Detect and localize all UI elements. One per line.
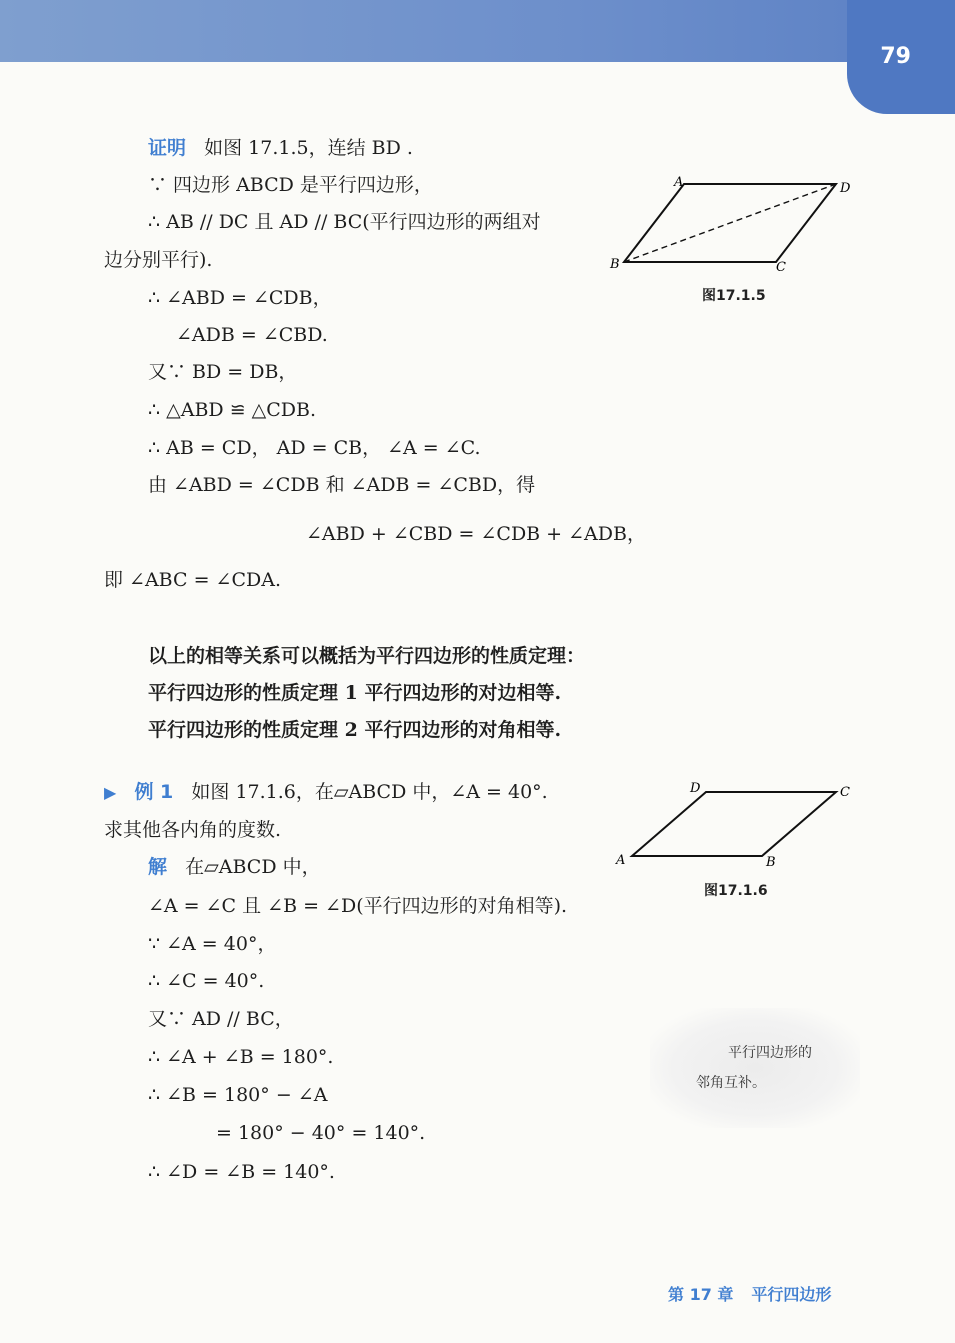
header-band <box>0 0 955 62</box>
proof-line-3: ∴ AB // DC 且 AD // BC(平行四边形的两组对 <box>148 211 541 233</box>
example-line-1 <box>104 780 548 805</box>
theorem-1: 平行四边形的性质定理 1 平行四边形的对边相等. <box>148 682 562 704</box>
figure-caption-17-1-5: 图17.1.5 <box>702 288 766 304</box>
side-note-line-1: 平行四边形的 <box>728 1045 812 1061</box>
solution-line-3: ∵ ∠A = 40°， <box>148 933 277 955</box>
solution-line-8: = 180° − 40° = 140°. <box>216 1122 426 1144</box>
vertex-d-label-2: D <box>690 781 701 796</box>
proof-line-10: 由 ∠ABD = ∠CDB 和 ∠ADB = ∠CBD，得 <box>148 474 536 496</box>
vertex-a-label-2: A <box>616 853 626 868</box>
solution-line-1 <box>148 855 321 879</box>
proof-line-2: ∵ 四边形 ABCD 是平行四边形， <box>148 174 433 196</box>
solution-text-1: 在▱ABCD 中， <box>185 856 321 878</box>
proof-line-12: 即 ∠ABC = ∠CDA. <box>104 569 281 591</box>
example-marker-icon: ▶ <box>104 783 117 802</box>
diagonal-bd <box>624 184 836 262</box>
proof-label: 证明 <box>148 137 187 159</box>
vertex-a-label: A <box>674 175 684 190</box>
proof-line-9: ∴ AB = CD， AD = CB， ∠A = ∠C. <box>148 437 481 459</box>
theorem-intro: 以上的相等关系可以概括为平行四边形的性质定理： <box>148 645 586 667</box>
proof-line-11: ∠ABD + ∠CBD = ∠CDB + ∠ADB， <box>306 523 646 545</box>
proof-line-5: ∴ ∠ABD = ∠CDB， <box>148 287 332 309</box>
example-text-1: 如图 17.1.6，在▱ABCD 中，∠A = 40°. <box>191 781 548 803</box>
vertex-d-label: D <box>840 181 851 196</box>
footer-title: 平行四边形 <box>751 1285 832 1304</box>
parallelogram-abcd-2 <box>632 792 836 856</box>
vertex-b-label-2: B <box>766 855 776 870</box>
proof-line-4: 边分别平行). <box>104 249 213 271</box>
figure-caption-17-1-6: 图17.1.6 <box>704 883 768 899</box>
proof-line-7: 又∵ BD = DB， <box>148 361 298 383</box>
example-line-2: 求其他各内角的度数. <box>104 819 282 841</box>
side-note <box>650 1008 860 1128</box>
solution-line-6: ∴ ∠A + ∠B = 180°. <box>148 1046 334 1068</box>
solution-line-2: ∠A = ∠C 且 ∠B = ∠D(平行四边形的对角相等). <box>148 895 568 917</box>
vertex-c-label: C <box>776 260 786 275</box>
example-label: 例 1 <box>134 781 174 803</box>
proof-line-6: ∠ADB = ∠CBD. <box>176 324 328 346</box>
proof-text-1: 如图 17.1.5，连结 BD . <box>204 137 413 159</box>
solution-line-5: 又∵ AD // BC， <box>148 1008 294 1030</box>
proof-line-1 <box>148 136 413 160</box>
footer-chapter: 第 17 章 <box>668 1285 734 1304</box>
figure-17-1-6 <box>610 776 860 876</box>
solution-label: 解 <box>148 856 168 878</box>
side-note-line-2: 邻角互补。 <box>696 1075 766 1091</box>
theorem-2: 平行四边形的性质定理 2 平行四边形的对角相等. <box>148 719 562 741</box>
page-footer <box>668 1282 831 1305</box>
vertex-c-label-2: C <box>840 785 850 800</box>
figure-17-1-5 <box>604 170 864 280</box>
solution-line-4: ∴ ∠C = 40°. <box>148 970 265 992</box>
page-number: 79 <box>880 44 911 69</box>
solution-line-7: ∴ ∠B = 180° − ∠A <box>148 1084 328 1106</box>
vertex-b-label: B <box>610 257 620 272</box>
proof-line-8: ∴ △ABD ≌ △CDB. <box>148 399 317 421</box>
solution-line-9: ∴ ∠D = ∠B = 140°. <box>148 1161 335 1183</box>
